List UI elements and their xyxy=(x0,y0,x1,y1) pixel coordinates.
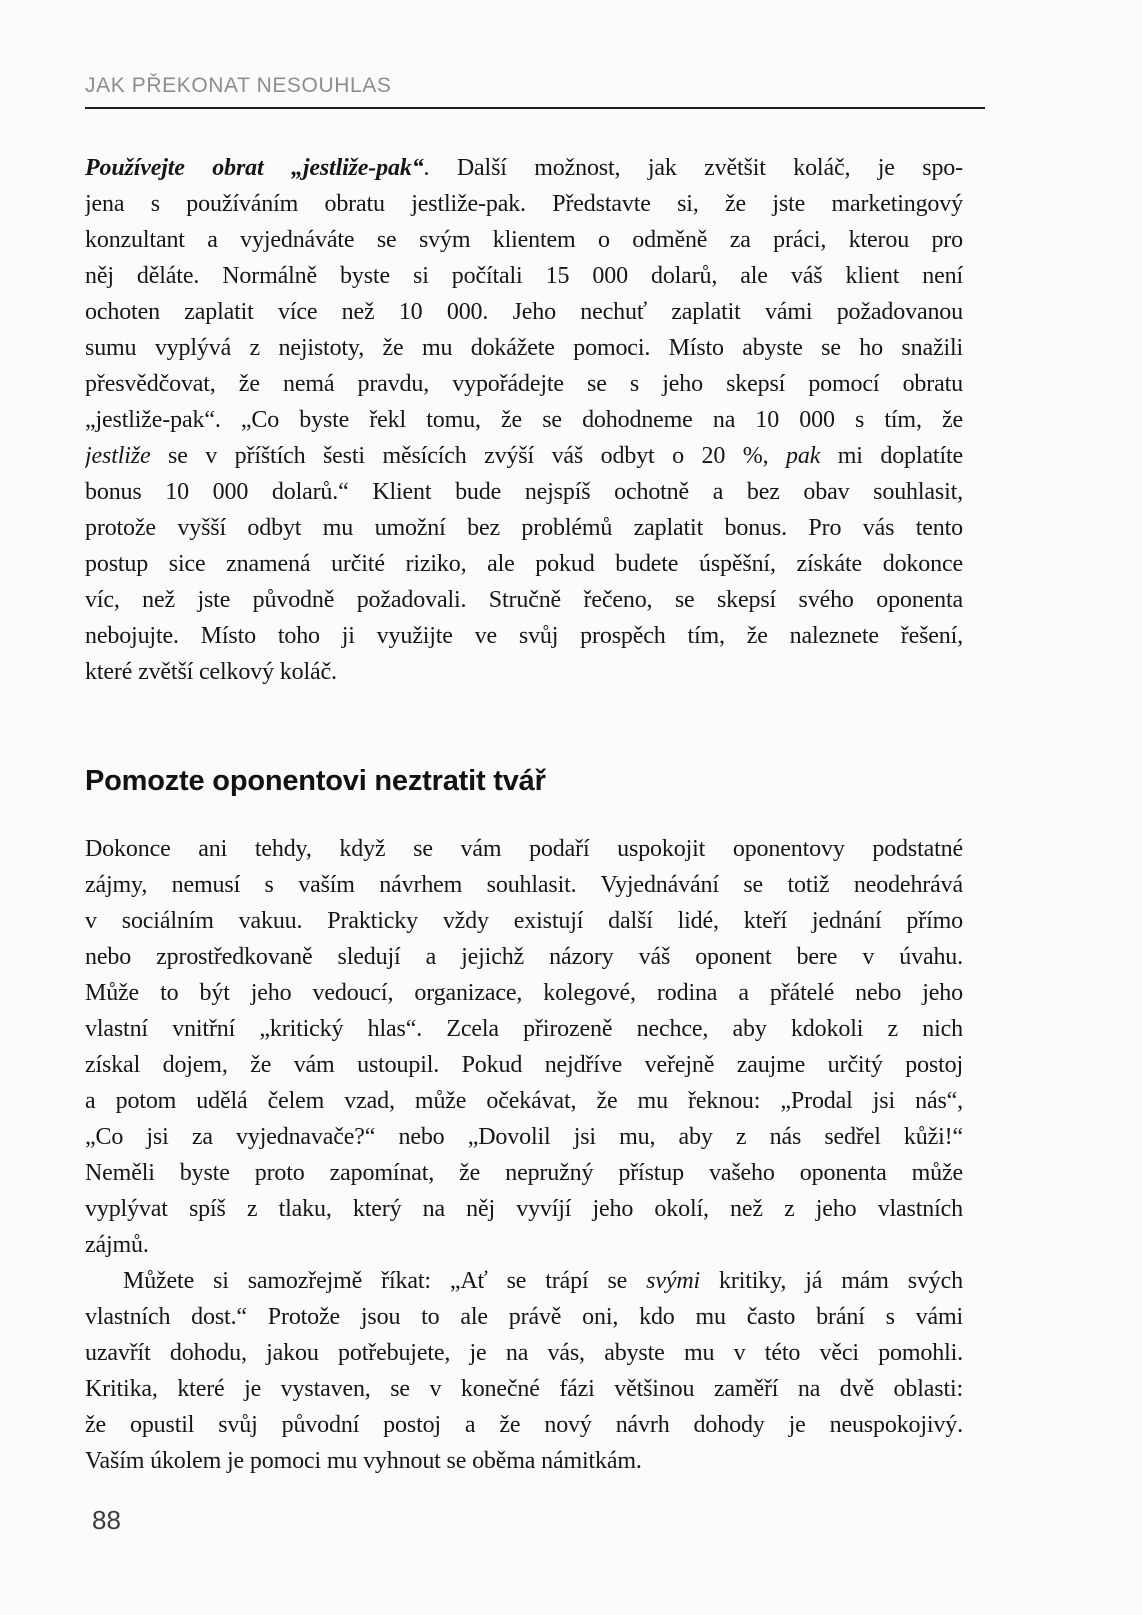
text-line xyxy=(85,186,963,222)
text-run: Může to být jeho vedoucí, organizace, kolegové, rodina a přátelé nebo jeho xyxy=(85,980,963,1006)
text-run: ochoten zaplatit více než 10 000. Jeho nechuť zaplatit vámi požadovanou xyxy=(85,299,963,325)
paragraph xyxy=(85,150,963,690)
text-line xyxy=(85,903,963,939)
text-line xyxy=(85,474,963,510)
text-line xyxy=(85,546,963,582)
text-line xyxy=(85,258,963,294)
text-run: . Další možnost, jak zvětšit koláč, je spo- xyxy=(423,155,963,181)
text-run: nebo zprostředkovaně sledují a jejichž názory váš oponent bere v úvahu. xyxy=(85,944,963,970)
text-line xyxy=(85,1335,963,1371)
text-line xyxy=(85,582,963,618)
text-run: pak xyxy=(786,443,821,469)
text-run: víc, než jste původně požadovali. Stručně řečeno, se skepsí svého oponenta xyxy=(85,587,963,613)
text-run: bonus 10 000 dolarů.“ Klient bude nejspíš ochotně a bez obav souhlasit, xyxy=(85,479,963,505)
text-run: vlastních dost.“ Protože jsou to ale právě oni, kdo mu často brání s vámi xyxy=(85,1304,963,1330)
text-line xyxy=(85,1155,963,1191)
text-run: Používejte obrat „jestliže-pak“ xyxy=(85,155,424,181)
text-line xyxy=(85,1227,963,1263)
text-run: přesvědčovat, že nemá pravdu, vypořádejte se s jeho skepsí pomocí obratu xyxy=(85,371,963,397)
text-run: sumu vyplývá z nejistoty, že mu dokážete pomoci. Místo abyste se ho snažili xyxy=(85,335,963,361)
text-run: „jestliže-pak“. „Co byste řekl tomu, že se dohodneme na 10 000 s tím, že xyxy=(85,407,963,433)
text-line xyxy=(85,618,963,654)
text-run: „Co jsi za vyjednavače?“ nebo „Dovolil jsi mu, aby z nás sedřel kůži!“ xyxy=(85,1124,963,1150)
text-line xyxy=(85,366,963,402)
text-line xyxy=(85,1299,963,1335)
running-header-title: JAK PŘEKONAT NESOUHLAS xyxy=(85,74,392,97)
text-run: které zvětší celkový koláč. xyxy=(85,659,337,685)
page-number: 88 xyxy=(92,1505,121,1535)
text-run: Dokonce ani tehdy, když se vám podaří uspokojit oponentovy podstatné xyxy=(85,836,963,862)
text-line xyxy=(85,1047,963,1083)
text-run: vyplývat spíš z tlaku, který na něj vyvíjí jeho okolí, než z jeho vlastních xyxy=(85,1196,963,1222)
text-line xyxy=(85,438,963,474)
text-run: zájmy, nemusí s vaším návrhem souhlasit. Vyjednávání se totiž neodehrává xyxy=(85,872,963,898)
text-line xyxy=(85,222,963,258)
text-line xyxy=(85,1119,963,1155)
text-line xyxy=(85,1263,963,1299)
text-line xyxy=(85,1083,963,1119)
text-run: mi doplatíte xyxy=(820,443,963,469)
text-run: jena s používáním obratu jestliže-pak. Představte si, že jste marketingový xyxy=(85,191,963,217)
text-run: konzultant a vyjednáváte se svým klientem o odměně za práci, kterou pro xyxy=(85,227,963,253)
text-line xyxy=(85,1407,963,1443)
text-run: Vaším úkolem je pomoci mu vyhnout se oběma námitkám. xyxy=(85,1448,642,1474)
section-heading: Pomozte oponentovi neztratit tvář xyxy=(85,765,546,797)
text-line xyxy=(85,330,963,366)
text-line xyxy=(85,402,963,438)
text-line xyxy=(85,939,963,975)
text-line xyxy=(85,654,963,690)
text-line xyxy=(85,975,963,1011)
text-run: že opustil svůj původní postoj a že nový návrh dohody je neuspokojivý. xyxy=(85,1412,963,1438)
text-run: jestliže xyxy=(85,443,151,469)
text-run: něj děláte. Normálně byste si počítali 15 000 dolarů, ale váš klient není xyxy=(85,263,963,289)
text-run: svými xyxy=(646,1268,701,1294)
text-run: Můžete si samozřejmě říkat: „Ať se trápí se xyxy=(123,1268,647,1294)
paragraph xyxy=(85,1263,963,1479)
text-line xyxy=(85,510,963,546)
text-run: Neměli byste proto zapomínat, že nepružný přístup vašeho oponenta může xyxy=(85,1160,963,1186)
text-run: se v příštích šesti měsících zvýší váš odbyt o 20 %, xyxy=(150,443,787,469)
paragraph xyxy=(85,831,963,1263)
text-line xyxy=(85,867,963,903)
text-line xyxy=(85,294,963,330)
text-line xyxy=(85,1191,963,1227)
text-run: zájmů. xyxy=(85,1232,149,1258)
text-run: kritiky, já mám svých xyxy=(700,1268,963,1294)
text-run: vlastní vnitřní „kritický hlas“. Zcela přirozeně nechce, aby kdokoli z nich xyxy=(85,1016,963,1042)
text-line xyxy=(85,831,963,867)
text-run: protože vyšší odbyt mu umožní bez problémů zaplatit bonus. Pro vás tento xyxy=(85,515,963,541)
text-run: a potom udělá čelem vzad, může očekávat, že mu řeknou: „Prodal jsi nás“, xyxy=(85,1088,963,1114)
text-run: nebojujte. Místo toho ji využijte ve svůj prospěch tím, že naleznete řešení, xyxy=(85,623,963,649)
text-run: v sociálním vakuu. Prakticky vždy existují další lidé, kteří jednání přímo xyxy=(85,908,963,934)
running-header xyxy=(85,74,985,109)
text-run: získal dojem, že vám ustoupil. Pokud nejdříve veřejně zaujme určitý postoj xyxy=(85,1052,963,1078)
text-line xyxy=(85,150,963,186)
text-line xyxy=(85,1371,963,1407)
text-run: uzavřít dohodu, jakou potřebujete, je na vás, abyste mu v této věci pomohli. xyxy=(85,1340,963,1366)
text-run: postup sice znamená určité riziko, ale pokud budete úspěšní, získáte dokonce xyxy=(85,551,963,577)
text-line xyxy=(85,1011,963,1047)
page-content xyxy=(85,150,963,1479)
text-run: Kritika, které je vystaven, se v konečné fázi většinou zaměří na dvě oblasti: xyxy=(85,1376,963,1402)
text-line xyxy=(85,1443,963,1479)
